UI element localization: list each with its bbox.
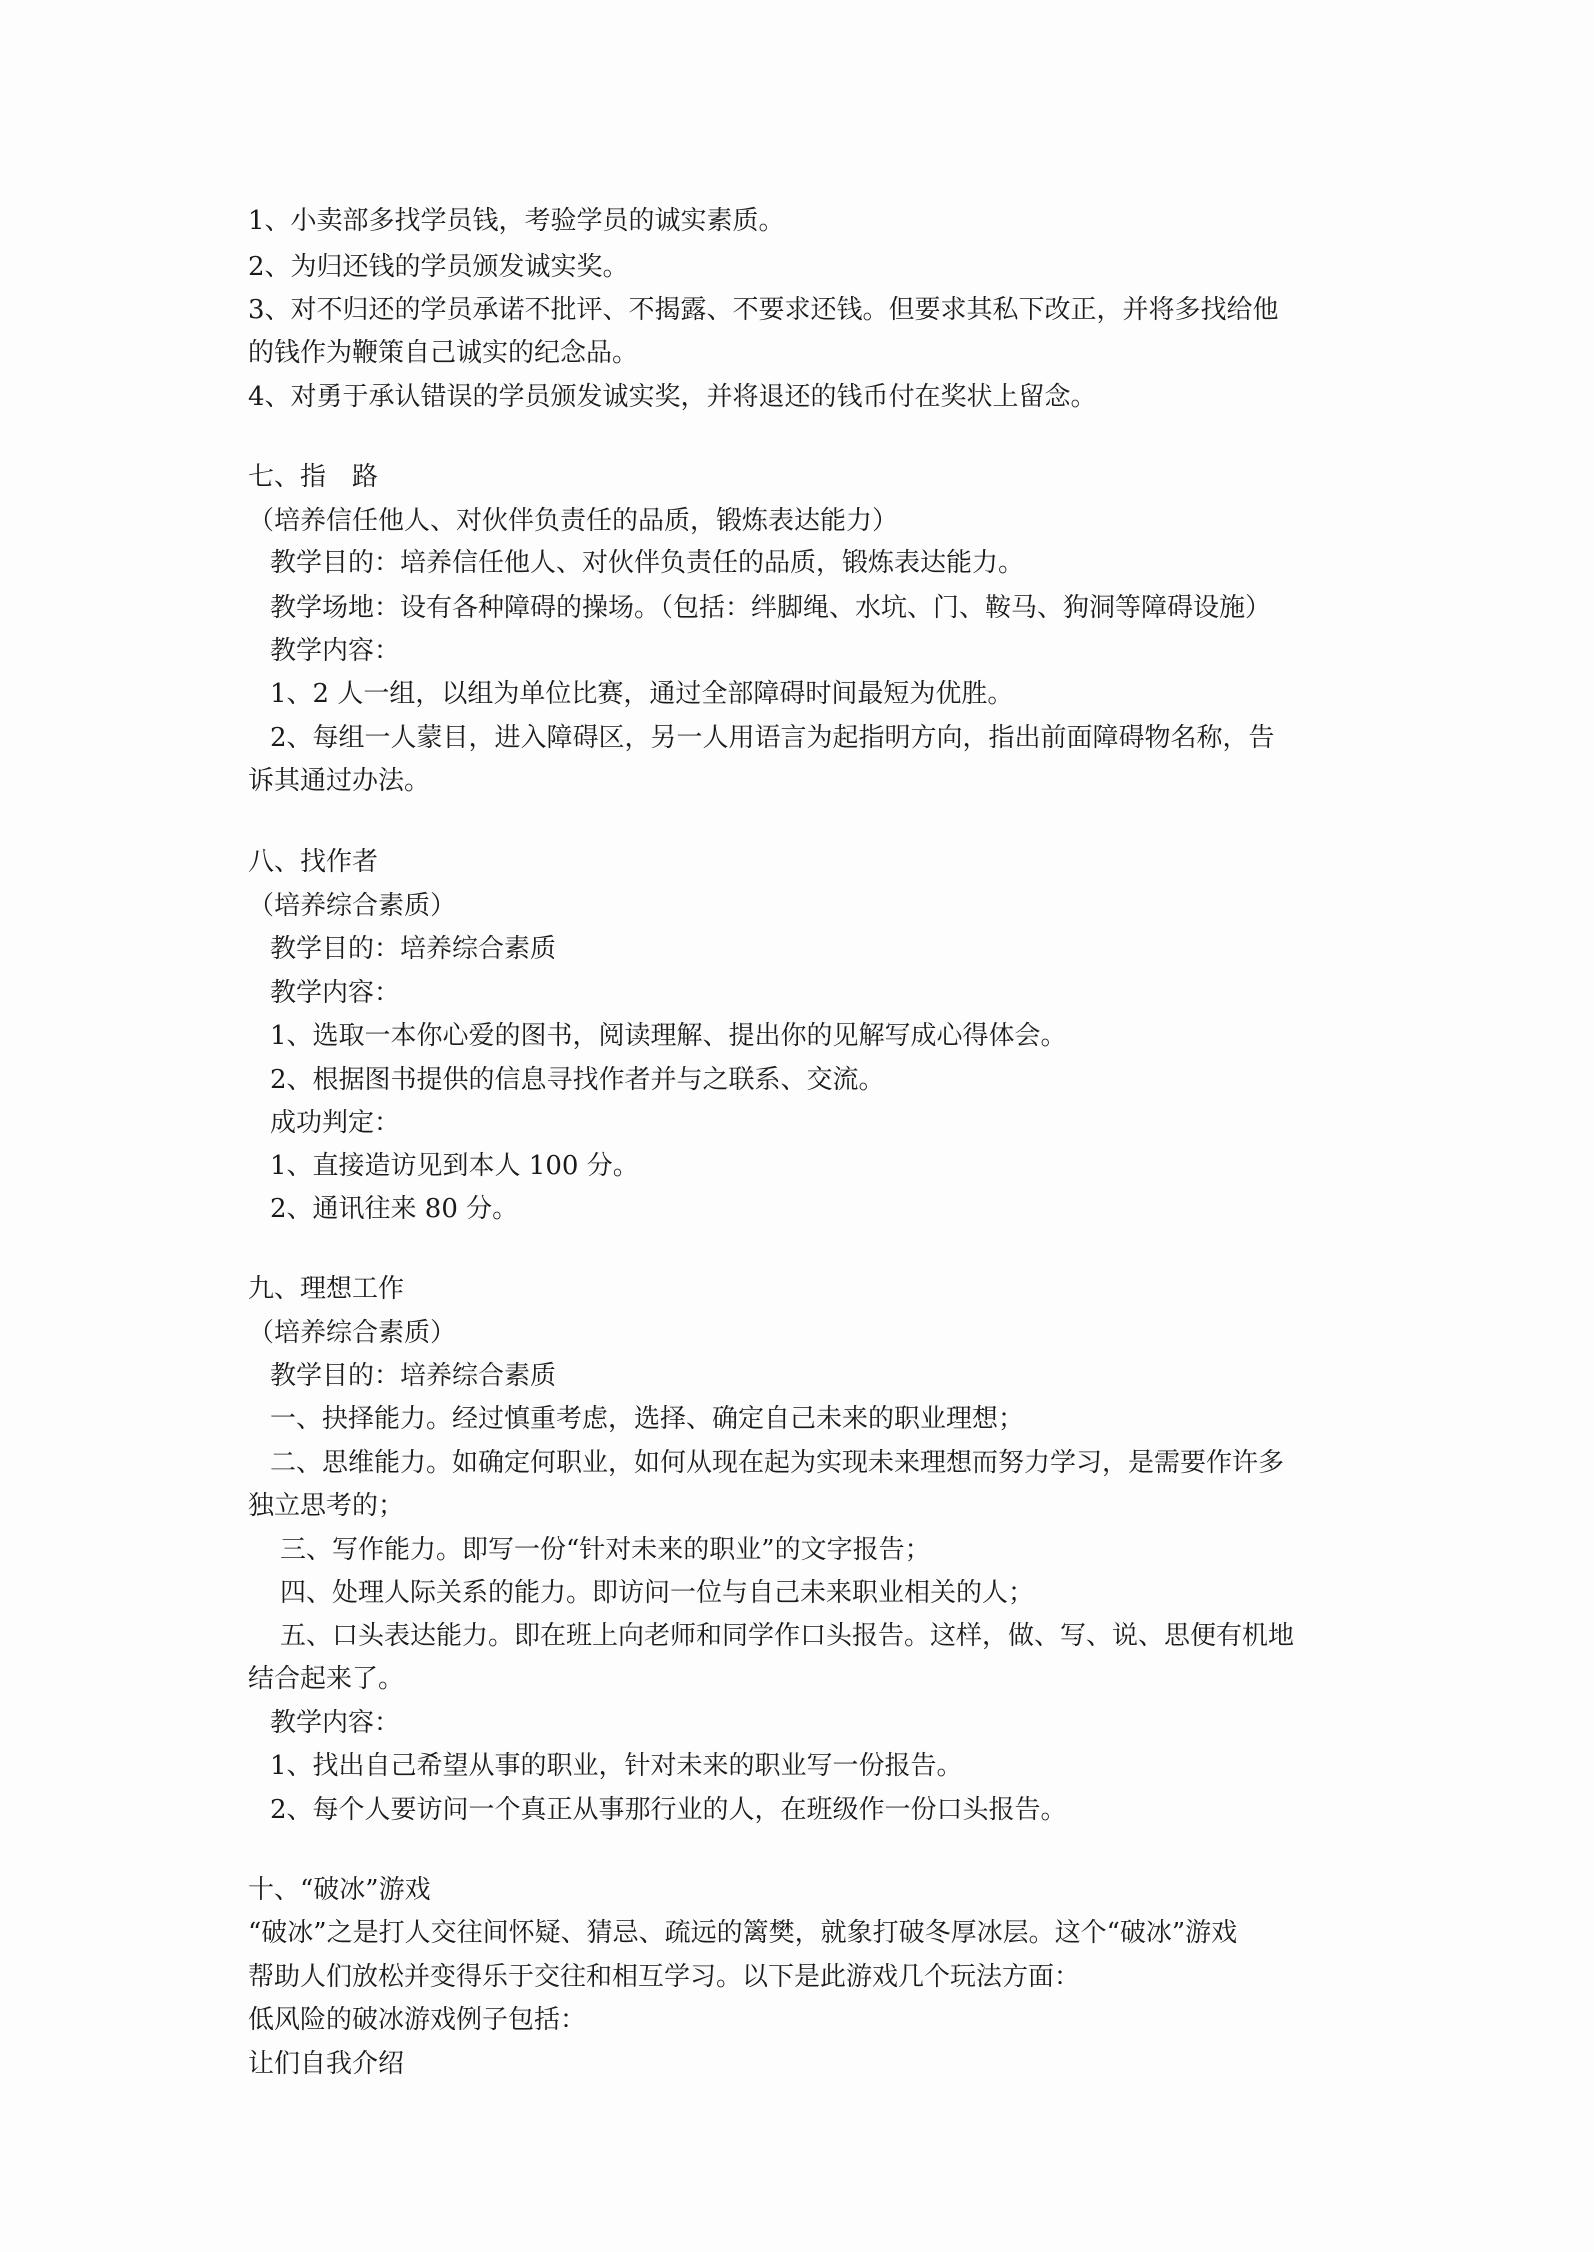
ability-item: 二、思维能力。如确定何职业，如何从现在起为实现未来理想而努力学习，是需要作许多: [270, 1448, 1285, 1478]
section-subtitle: （培养综合素质）: [248, 1318, 457, 1348]
ability-item: 三、写作能力。即写一份“针对未来的职业”的文字报告；: [280, 1535, 931, 1565]
list-item: 4、对勇于承认错误的学员颁发诚实奖，并将退还的钱币付在奖状上留念。: [248, 382, 1097, 412]
list-item: 2、通讯往来 80 分。: [270, 1194, 519, 1224]
success-heading: 成功判定：: [270, 1108, 401, 1138]
content-heading: 教学内容：: [270, 1708, 401, 1738]
list-item: 1、直接造访见到本人 100 分。: [270, 1151, 639, 1181]
list-item: 3、对不归还的学员承诺不批评、不揭露、不要求还钱。但要求其私下改正，并将多找给他: [248, 295, 1279, 325]
paragraph-line: 让们自我介绍: [248, 2049, 405, 2079]
list-item: 2、根据图书提供的信息寻找作者并与之联系、交流。: [270, 1065, 885, 1095]
ability-item-continuation: 独立思考的；: [248, 1491, 405, 1521]
ability-item: 一、抉择能力。经过慎重考虑，选择、确定自己未来的职业理想；: [270, 1404, 1025, 1434]
section-heading: 八、找作者: [248, 847, 379, 877]
section-heading: 七、指 路: [248, 462, 379, 492]
list-item: 2、为归还钱的学员颁发诚实奖。: [248, 252, 629, 282]
ability-item: 五、口头表达能力。即在班上向老师和同学作口头报告。这样，做、写、说、思便有机地: [280, 1621, 1295, 1651]
list-item: 1、选取一本你心爱的图书，阅读理解、提出你的见解写成心得体会。: [270, 1021, 1067, 1051]
ability-item: 四、处理人际关系的能力。即访问一位与自己未来职业相关的人；: [280, 1578, 1035, 1608]
teaching-goal: 教学目的：培养综合素质: [270, 934, 557, 964]
list-item-continuation: 的钱作为鞭策自己诚实的纪念品。: [248, 338, 639, 368]
list-item: 2、每组一人蒙目，进入障碍区，另一人用语言为起指明方向，指出前面障碍物名称，告: [270, 723, 1275, 753]
list-item: 1、找出自己希望从事的职业，针对未来的职业写一份报告。: [270, 1751, 963, 1781]
list-item: 2、每个人要访问一个真正从事那行业的人，在班级作一份口头报告。: [270, 1795, 1067, 1825]
paragraph-line: 低风险的破冰游戏例子包括：: [248, 2005, 587, 2035]
section-heading: 十、“破冰”游戏: [248, 1875, 431, 1905]
list-item: 1、小卖部多找学员钱，考验学员的诚实素质。: [248, 206, 785, 236]
teaching-goal: 教学目的：培养信任他人、对伙伴负责任的品质，锻炼表达能力。: [270, 548, 1025, 578]
content-heading: 教学内容：: [270, 978, 401, 1008]
paragraph-line: 帮助人们放松并变得乐于交往和相互学习。以下是此游戏几个玩法方面：: [248, 1962, 1081, 1992]
section-subtitle: （培养信任他人、对伙伴负责任的品质，锻炼表达能力）: [248, 506, 899, 536]
content-heading: 教学内容：: [270, 636, 401, 666]
list-item: 1、2 人一组，以组为单位比赛，通过全部障碍时间最短为优胜。: [270, 679, 1014, 709]
list-item-continuation: 诉其通过办法。: [248, 766, 431, 796]
ability-item-continuation: 结合起来了。: [248, 1664, 405, 1694]
teaching-goal: 教学目的：培养综合素质: [270, 1361, 557, 1391]
section-subtitle: （培养综合素质）: [248, 891, 457, 921]
section-heading: 九、理想工作: [248, 1274, 405, 1304]
paragraph-line: “破冰”之是打人交往间怀疑、猜忌、疏远的篱樊，就象打破冬厚冰层。这个“破冰”游戏: [248, 1918, 1238, 1948]
teaching-venue: 教学场地：设有各种障碍的操场。（包括：绊脚绳、水坑、门、鞍马、狗洞等障碍设施）: [270, 593, 1272, 623]
